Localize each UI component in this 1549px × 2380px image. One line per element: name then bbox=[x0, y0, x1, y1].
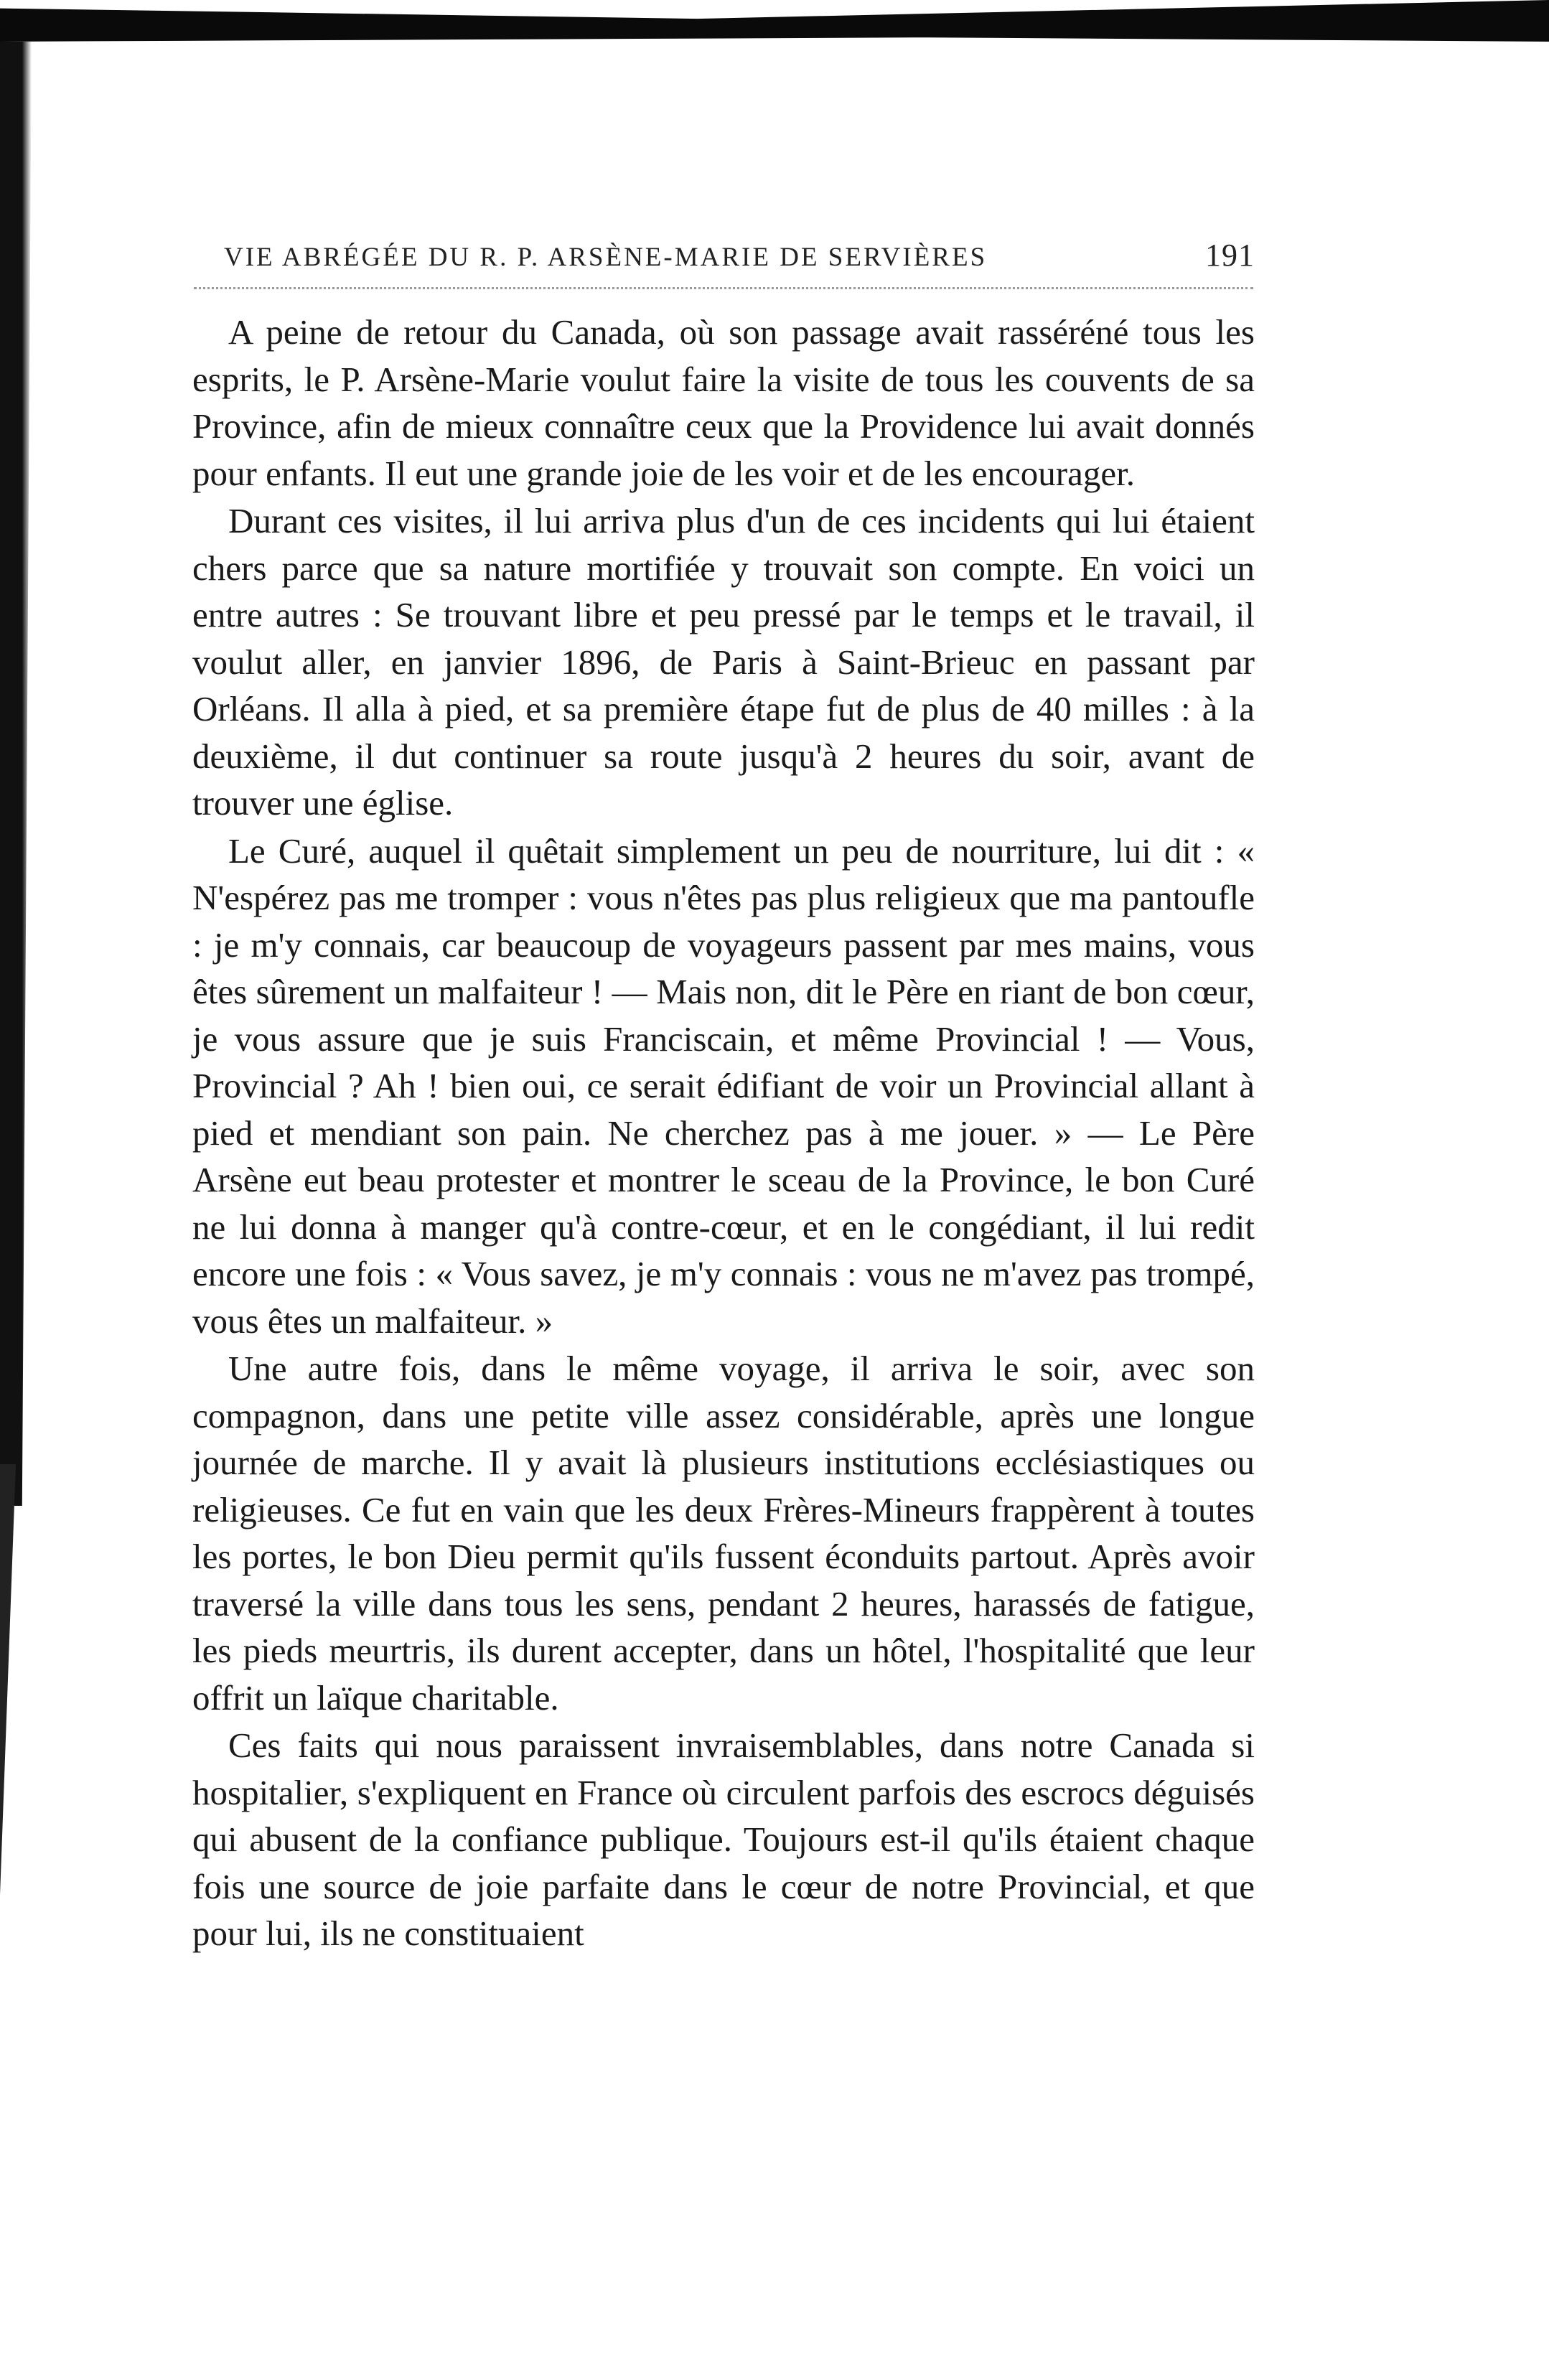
paragraph: Une autre fois, dans le même voyage, il arriva le soir, avec son compagnon, dans une petite ville assez considérable, après une longue journée de marche. Il y avait là plusieurs institutions ecclésiastiques ou religieuses. Ce fut en vain que les deux Frères-Mineurs frappèrent à toutes les portes, le bon Dieu permit qu'ils fussent éconduits partout. Après avoir traversé la ville dans tous les sens, pendant 2 heures, harassés de fatigue, les pieds meurtris, ils durent accepter, dans un hôtel, l'hospitalité que leur offrit un laïque charitable. bbox=[192, 1349, 1255, 1718]
paragraph: Le Curé, auquel il quêtait simplement un peu de nourriture, lui dit : « N'espérez pas me tromper : vous n'êtes pas plus religieux que ma pantoufle : je m'y connais, car beaucoup de voyageurs passent par mes mains, vous êtes sûrement un malfaiteur ! — Mais non, dit le Père en riant de bon cœur, je vous assure que je suis Franciscain, et même Provincial ! — Vous, Provincial ? Ah ! bien oui, ce serait édifiant de voir un Provincial allant à pied et mendiant son pain. Ne cherchez pas à me jouer. » — Le Père Arsène eut beau protester et montrer le sceau de la Province, le bon Curé ne lui donna à manger qu'à contre-cœur, et en le congédiant, il lui redit encore une fois : « Vous savez, je m'y connais : vous ne m'avez pas trompé, vous êtes un malfaiteur. » bbox=[192, 830, 1255, 1341]
scan-edge-left-lower bbox=[0, 1464, 16, 1895]
running-title: VIE ABRÉGÉE DU R. P. ARSÈNE-MARIE DE SERVIÈRES bbox=[224, 243, 988, 272]
paragraph: A peine de retour du Canada, où son passage avait rasséréné tous les esprits, le P. Arsène-Marie voulut faire la visite de tous les couvents de sa Province, afin de mieux connaître ceux que la Providence lui avait donnés pour enfants. Il eut une grande joie de les voir et de les encourager. bbox=[192, 312, 1255, 493]
page-number: 191 bbox=[1205, 238, 1255, 273]
header-rule bbox=[194, 287, 1253, 289]
paragraph: Durant ces visites, il lui arriva plus d'un de ces incidents qui lui étaient chers parce que sa nature mortifiée y trouvait son compte. En voici un entre autres : Se trouvant libre et peu pressé par le temps et le travail, il voulut aller, en janvier 1896, de Paris à Saint-Brieuc en passant par Orléans. Il alla à pied, et sa première étape fut de plus de 40 milles : à la deuxième, il dut continuer sa route jusqu'à 2 heures du soir, avant de trouver une église. bbox=[192, 501, 1255, 823]
paragraph: Ces faits qui nous paraissent invraisemblables, dans notre Canada si hospitalier, s'expliquent en France où circulent parfois des escrocs déguisés qui abusent de la confiance publique. Toujours est-il qu'ils étaient chaque fois une source de joie parfaite dans le cœur de notre Provincial, et que pour lui, ils ne constituaient bbox=[192, 1725, 1255, 1953]
scan-edge-top bbox=[0, 0, 1549, 72]
running-head bbox=[224, 237, 1255, 273]
body-text bbox=[192, 309, 1255, 1957]
scan-edge-left bbox=[0, 42, 32, 1506]
